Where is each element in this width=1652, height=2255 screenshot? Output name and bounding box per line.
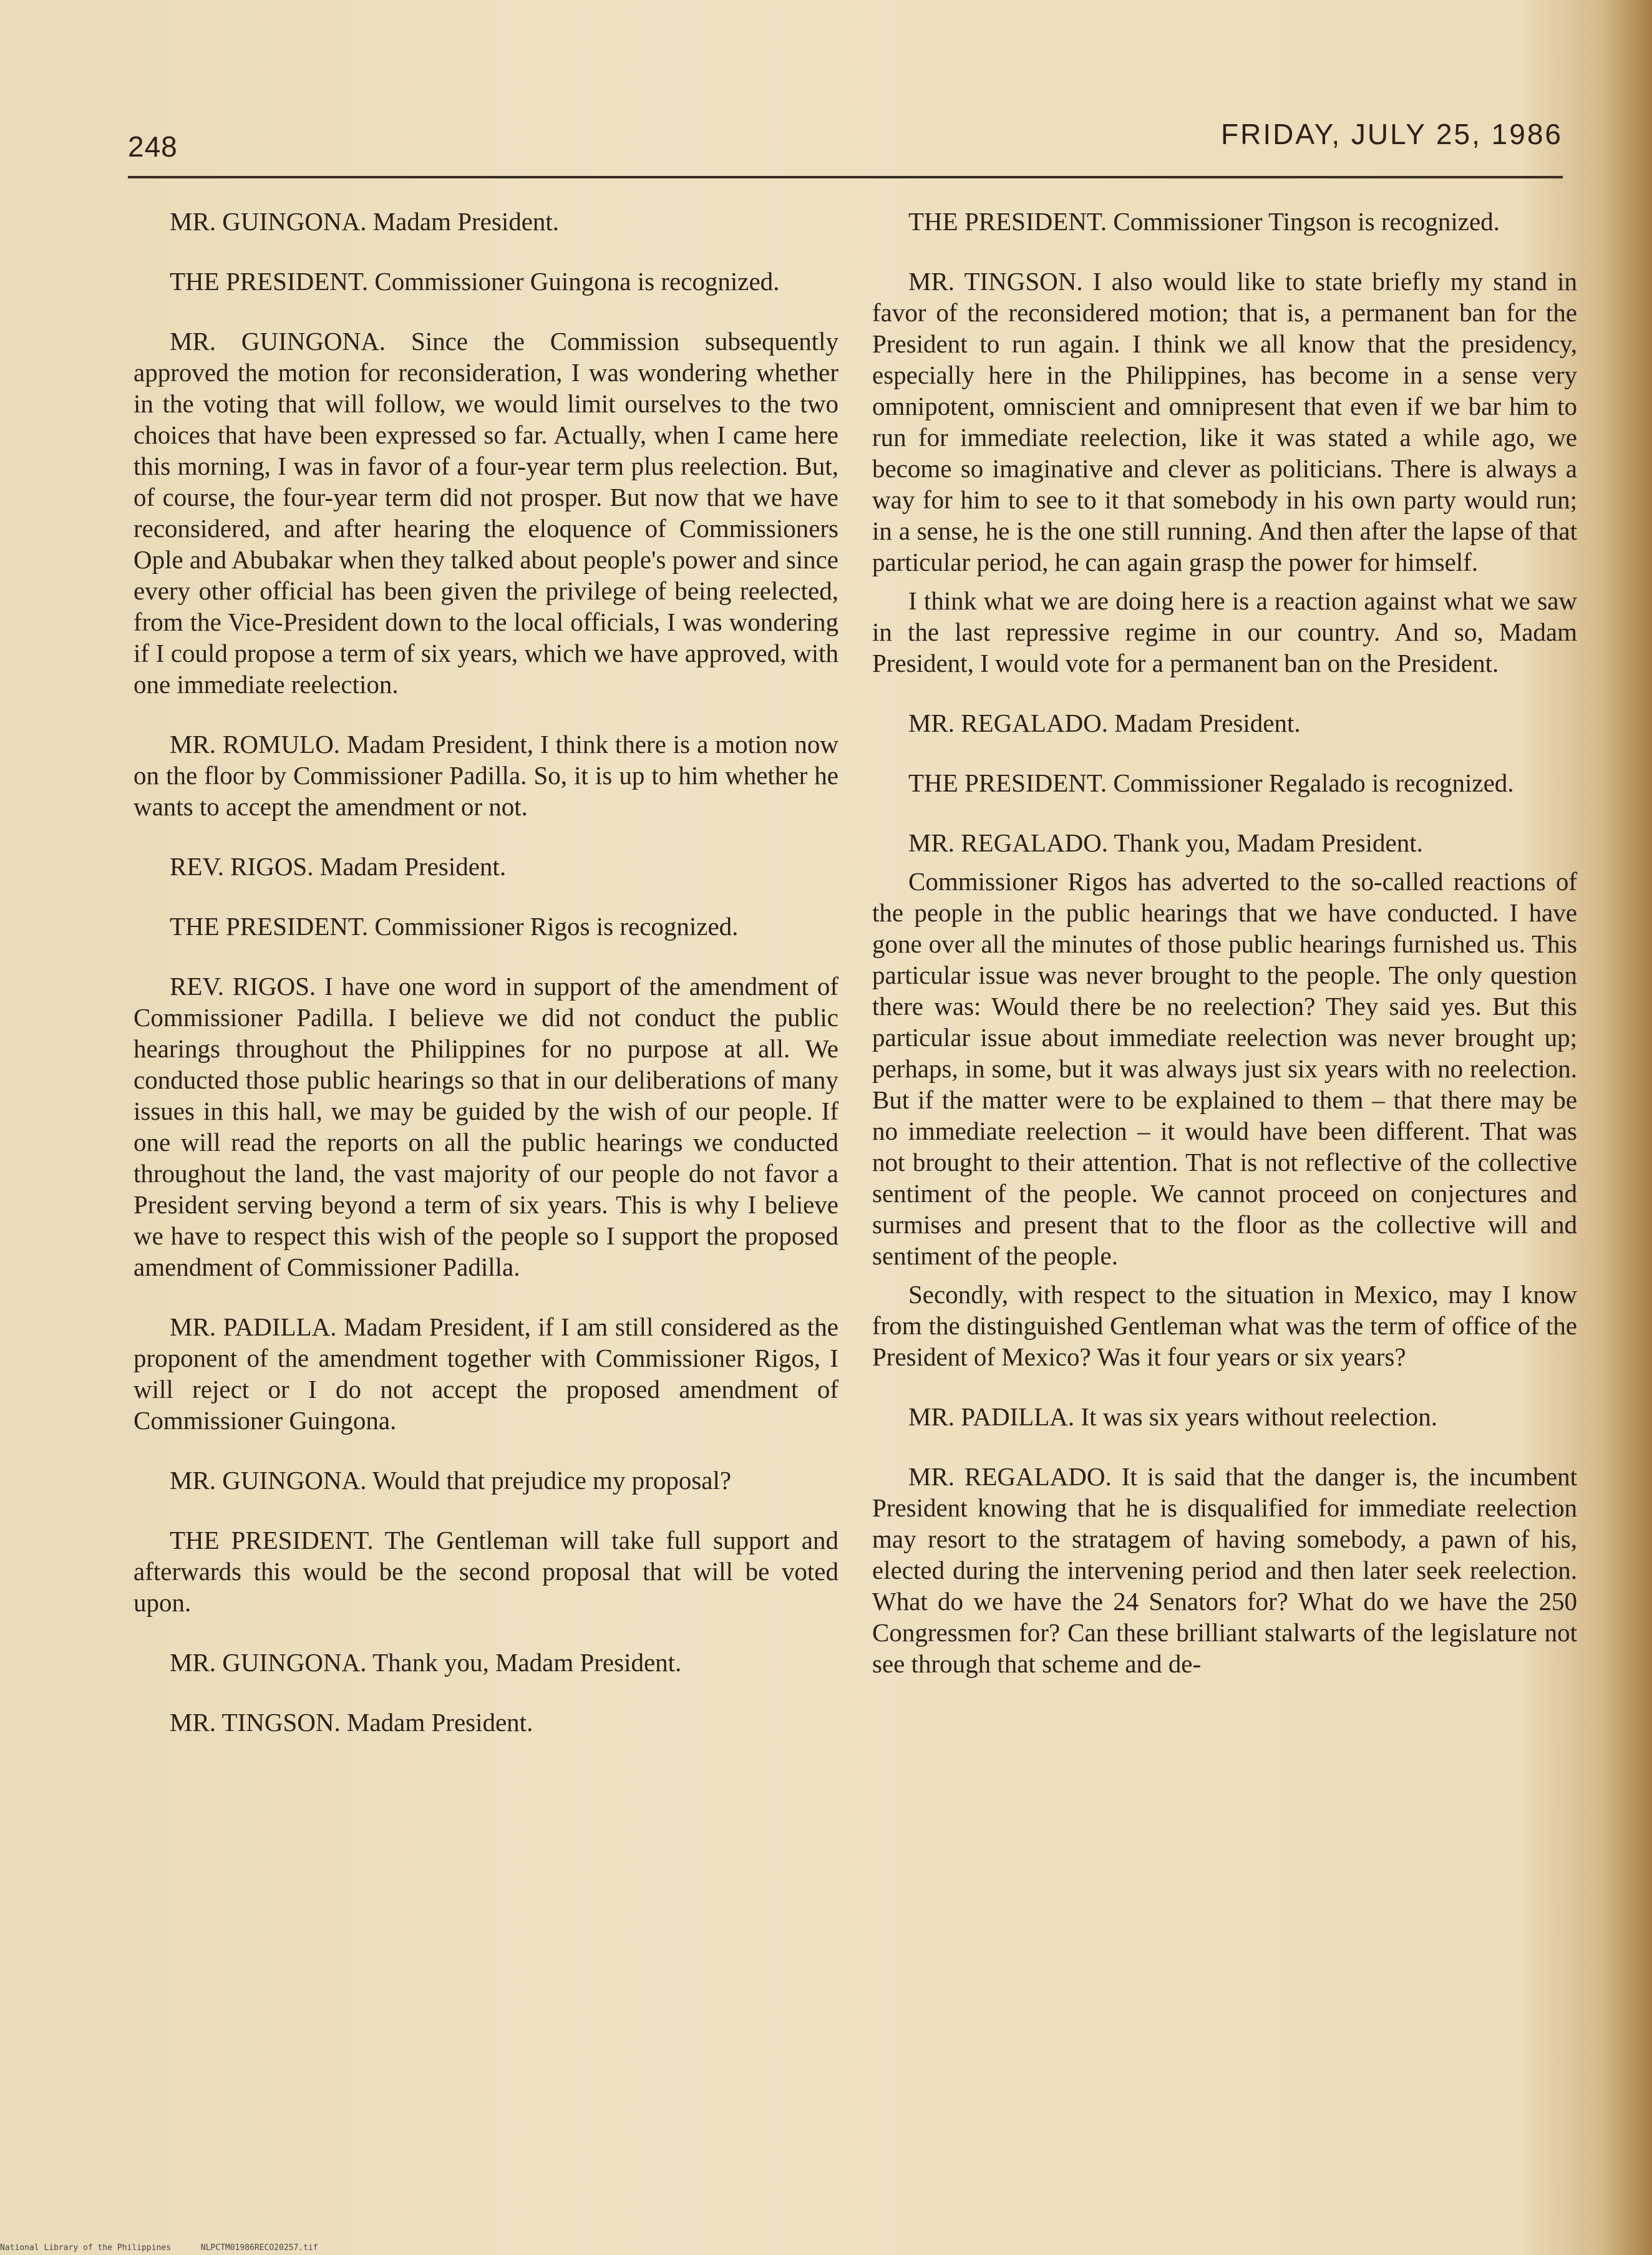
paragraph: MR. TINGSON. I also would like to state briefly my stand in favor of the reconsidered motion; that is, a permanent ban for the President to run again. I think we all know that the presidency, especially here in the Philippines, has become in a sense very omnipotent, omniscient and omnipresent that even if we bar him to run for immediate reelection, like it was stated a while ago, we become so imaginative and clever as politicians. There is always a way for him to see to it that somebody in his own party would run; in a sense, he is the one still running. And then after the lapse of that particular period, he can again grasp the power for himself. xyxy=(872,267,1577,576)
paragraph: Secondly, with respect to the situation in Mexico, may I know from the distinguished Gentleman what was the term of office of the President of Mexico? Was it four years or six years? xyxy=(872,1280,1577,1371)
paragraph: THE PRESIDENT. Commissioner Tingson is recognized. xyxy=(908,207,1500,236)
paragraph: REV. RIGOS. I have one word in support of the amendment of Commissioner Padilla. I believe we did not conduct the public hearings throughout the Philippines for no purpose at all. We conducted those public hearings so that in our deliberations of many issues in this hall, we may be guided by the wish of our people. If one will read the reports on all the public hearings we conducted throughout the land, the vast majority of our people do not favor a President serving beyond a term of six years. This is why I believe we have to respect this wish of the people so I support the proposed amendment of Commissioner Padilla. xyxy=(134,972,838,1281)
paragraph: MR. PADILLA. It was six years without reelection. xyxy=(908,1402,1437,1431)
paragraph: MR. GUINGONA. Madam President. xyxy=(170,207,560,236)
scan-footer xyxy=(0,2243,343,2253)
paragraph: THE PRESIDENT. Commissioner Guingona is recognized. xyxy=(170,267,780,296)
paragraph: I think what we are doing here is a reaction against what we saw in the last repressive regime in our country. And so, Madam President, I would vote for a permanent ban on the President. xyxy=(872,586,1577,677)
page-number: 248 xyxy=(128,130,178,163)
paragraph: MR. PADILLA. Madam President, if I am still considered as the proponent of the amendment together with Commissioner Rigos, I will reject or I do not accept the proposed amendment of Commissioner Guingona. xyxy=(134,1312,838,1435)
paragraph: MR. GUINGONA. Would that prejudice my proposal? xyxy=(170,1466,732,1495)
paragraph: MR. GUINGONA. Thank you, Madam President. xyxy=(170,1648,682,1677)
paragraph: THE PRESIDENT. Commissioner Regalado is recognized. xyxy=(908,769,1514,797)
header-rule xyxy=(128,176,1563,178)
page-header xyxy=(128,111,1563,180)
library-name: National Library of the Philippines xyxy=(0,2243,171,2253)
paragraph: THE PRESIDENT. Commissioner Rigos is recognized. xyxy=(170,912,739,941)
right-column xyxy=(872,206,1577,1708)
paragraph: MR. ROMULO. Madam President, I think there is a motion now on the floor by Commissioner Padilla. So, it is up to him whether he wants to accept the amendment or not. xyxy=(134,730,838,821)
paragraph: MR. REGALADO. It is said that the danger is, the incumbent President knowing that he is disqualified for immediate reelection may resort to the stratagem of having somebody, a pawn of his, elected during the intervening period and then later seek reelection. What do we have the 24 Senators for? What do we have the 250 Congressmen for? Can these brilliant stalwarts of the legislature not see through that scheme and de- xyxy=(872,1462,1577,1678)
page-date: FRIDAY, JULY 25, 1986 xyxy=(1221,118,1563,150)
paragraph: REV. RIGOS. Madam President. xyxy=(170,852,507,881)
left-column xyxy=(134,206,838,1767)
file-name: NLPCTM01986RECO20257.tif xyxy=(200,2243,318,2253)
paragraph: MR. GUINGONA. Since the Commission subsequently approved the motion for reconsideration, I was wondering whether in the voting that will follow, we would limit ourselves to the two choices that have been expressed so far. Actually, when I came here this morning, I was in favor of a four-year term plus reelection. But, of course, the four-year term did not prosper. But now that we have reconsidered, and after hearing the eloquence of Commissioners Ople and Abubakar when they talked about people's power and since every other official has been given the privilege of being reelected, from the Vice-President down to the local officials, I was wondering if I could propose a term of six years, which we have approved, with one immediate reelection. xyxy=(134,327,838,699)
paragraph: MR. REGALADO. Thank you, Madam President. xyxy=(908,828,1423,857)
paragraph: THE PRESIDENT. The Gentleman will take full support and afterwards this would be the second proposal that will be voted upon. xyxy=(134,1526,838,1617)
paragraph: MR. TINGSON. Madam President. xyxy=(170,1708,533,1737)
paragraph: MR. REGALADO. Madam President. xyxy=(908,709,1301,737)
paragraph: Commissioner Rigos has adverted to the so-called reactions of the people in the public hearings that we have conducted. I have gone over all the minutes of those public hearings furnished us. This particular issue was never brought to the people. The only question there was: Would there be no reelection? They said yes. But this particular issue about immediate reelection was never brought up; perhaps, in some, but it was always just six years with no reelection. But if the matter were to be explained to them – that there may be no immediate reelection – it would have been different. That was not brought to their attention. That is not reflective of the collective sentiment of the people. We cannot proceed on conjectures and surmises and present that to the floor as the collective will and sentiment of the people. xyxy=(872,867,1577,1270)
